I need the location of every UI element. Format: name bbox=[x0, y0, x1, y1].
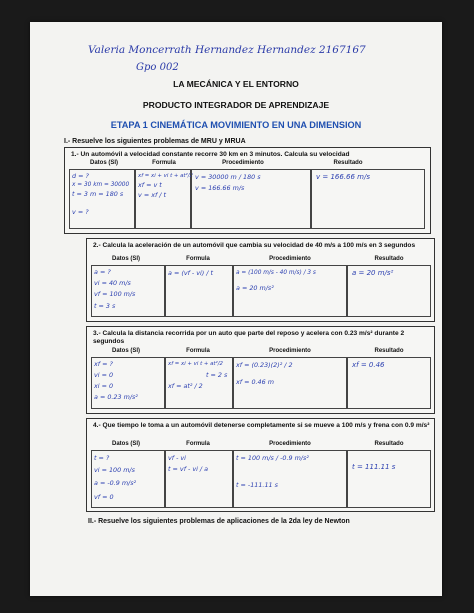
datum: a = -0.9 m/s² bbox=[94, 479, 137, 487]
col-resultado: Resultado bbox=[374, 348, 404, 354]
result: t = 111.11 s bbox=[352, 463, 396, 471]
col-resultado: Resultado bbox=[374, 256, 404, 262]
student-group: Gpo 002 bbox=[136, 62, 179, 73]
result: xf = 0.46 bbox=[352, 361, 385, 369]
formula: xf = xi + vi t + at²/2 bbox=[168, 361, 223, 367]
result: a = 20 m/s² bbox=[352, 269, 394, 277]
student-name: Valeria Moncerrath Hernandez Hernandez 2167167 bbox=[88, 44, 366, 56]
datum: v = ? bbox=[72, 208, 89, 216]
col-formula: Formula bbox=[152, 160, 176, 166]
datum: a = ? bbox=[94, 268, 111, 276]
problem-4-resultado-cell bbox=[347, 450, 431, 508]
col-procedimiento: Procedimiento bbox=[269, 441, 311, 447]
problem-4-title: 4.- Que tiempo le toma a un automóvil detenerse completamente si se mueve a 100 m/s y frena con 0.9 m/s² bbox=[93, 422, 430, 429]
problem-4-datos-cell bbox=[91, 450, 165, 508]
datum: xi = 0 bbox=[94, 382, 114, 390]
step: a = 20 m/s² bbox=[236, 284, 274, 292]
col-procedimiento: Procedimiento bbox=[269, 256, 311, 262]
step: xf = (0.23)(2)² / 2 bbox=[236, 361, 293, 369]
datum: x = 30 km = 30000 bbox=[72, 182, 130, 188]
formula: t = vf - vi / a bbox=[168, 465, 209, 473]
problem-1-formula-cell bbox=[135, 169, 191, 229]
datum: vi = 40 m/s bbox=[94, 279, 131, 287]
problem-1-datos-cell bbox=[69, 169, 135, 229]
section-2-heading: II.- Resuelve los siguientes problemas de aplicaciones de la 2da ley de Newton bbox=[88, 518, 350, 525]
etapa-heading: ETAPA 1 CINEMÁTICA MOVIMIENTO EN UNA DIMENSION bbox=[110, 120, 362, 130]
problem-1-resultado-cell bbox=[311, 169, 425, 229]
datum: vf = 100 m/s bbox=[94, 290, 136, 298]
datum: a = 0.23 m/s² bbox=[94, 393, 138, 401]
problem-3-formula-cell bbox=[165, 357, 233, 409]
step: xf = 0.46 m bbox=[236, 378, 274, 386]
col-datos: Datos (SI) bbox=[89, 160, 118, 166]
problem-1-box bbox=[64, 147, 431, 234]
col-formula: Formula bbox=[186, 256, 210, 262]
problem-1-procedimiento-cell bbox=[191, 169, 311, 229]
col-datos: Datos (SI) bbox=[111, 256, 140, 262]
col-procedimiento: Procedimiento bbox=[222, 160, 264, 166]
problem-2-datos-cell bbox=[91, 265, 165, 317]
problem-3-datos-cell bbox=[91, 357, 165, 409]
worksheet-page bbox=[30, 22, 442, 596]
col-procedimiento: Procedimiento bbox=[269, 348, 311, 354]
problem-2-title: 2.- Calcula la aceleración de un automóvil que cambia su velocidad de 40 m/s a 100 m/s en 3 segundos bbox=[93, 242, 416, 249]
datum: d = ? bbox=[72, 172, 89, 180]
result: v = 166.66 m/s bbox=[316, 173, 371, 181]
formula: xf = at² / 2 bbox=[168, 382, 203, 390]
col-resultado: Resultado bbox=[333, 160, 363, 166]
problem-3-title: 3.- Calcula la distancia recorrida por un auto que parte del reposo y acelera con 0.23 m/s² durante 2 segundos bbox=[93, 330, 405, 345]
step: a = (100 m/s - 40 m/s) / 3 s bbox=[236, 270, 316, 276]
datum: vi = 100 m/s bbox=[94, 466, 135, 474]
course-title: LA MECÁNICA Y EL ENTORNO bbox=[173, 79, 299, 89]
col-formula: Formula bbox=[186, 348, 210, 354]
formula: t = 2 s bbox=[206, 371, 228, 379]
problem-3-resultado-cell bbox=[347, 357, 431, 409]
problem-2-formula-cell bbox=[165, 265, 233, 317]
col-formula: Formula bbox=[186, 441, 210, 447]
problem-3-procedimiento-cell bbox=[233, 357, 347, 409]
datum: xf = ? bbox=[94, 360, 113, 368]
product-subtitle: PRODUCTO INTEGRADOR DE APRENDIZAJE bbox=[142, 100, 330, 110]
col-resultado: Resultado bbox=[374, 441, 404, 447]
problem-3-box bbox=[86, 326, 435, 414]
step: t = -111.11 s bbox=[236, 481, 278, 489]
formula: xf = xi + vi t + at²/2 bbox=[138, 173, 193, 179]
problem-2-resultado-cell bbox=[347, 265, 431, 317]
datum: vi = 0 bbox=[94, 371, 114, 379]
formula: a = (vf - vi) / t bbox=[168, 269, 213, 277]
problem-1-title: 1.- Un automóvil a velocidad constante recorre 30 km en 3 minutos. Calcula su velocidad bbox=[71, 151, 350, 158]
section-1-heading: I.- Resuelve los siguientes problemas de MRU y MRUA bbox=[64, 138, 246, 145]
datum: t = 3 m = 180 s bbox=[72, 190, 124, 198]
col-datos: Datos (SI) bbox=[111, 348, 140, 354]
problem-4-box bbox=[86, 418, 435, 512]
problem-2-box bbox=[86, 238, 435, 322]
formula: v = xf / t bbox=[138, 191, 166, 199]
problem-4-procedimiento-cell bbox=[233, 450, 347, 508]
datum: t = 3 s bbox=[94, 302, 116, 310]
problem-4-formula-cell bbox=[165, 450, 233, 508]
formula: xf = v t bbox=[138, 181, 162, 189]
step: t = 100 m/s / -0.9 m/s² bbox=[236, 454, 309, 462]
datum: vf = 0 bbox=[94, 493, 114, 501]
step: v = 30000 m / 180 s bbox=[195, 173, 261, 181]
datum: t = ? bbox=[94, 454, 110, 462]
formula: vf - vi bbox=[168, 454, 186, 462]
problem-2-procedimiento-cell bbox=[233, 265, 347, 317]
col-datos: Datos (SI) bbox=[111, 441, 140, 447]
step: v = 166.66 m/s bbox=[195, 184, 245, 192]
